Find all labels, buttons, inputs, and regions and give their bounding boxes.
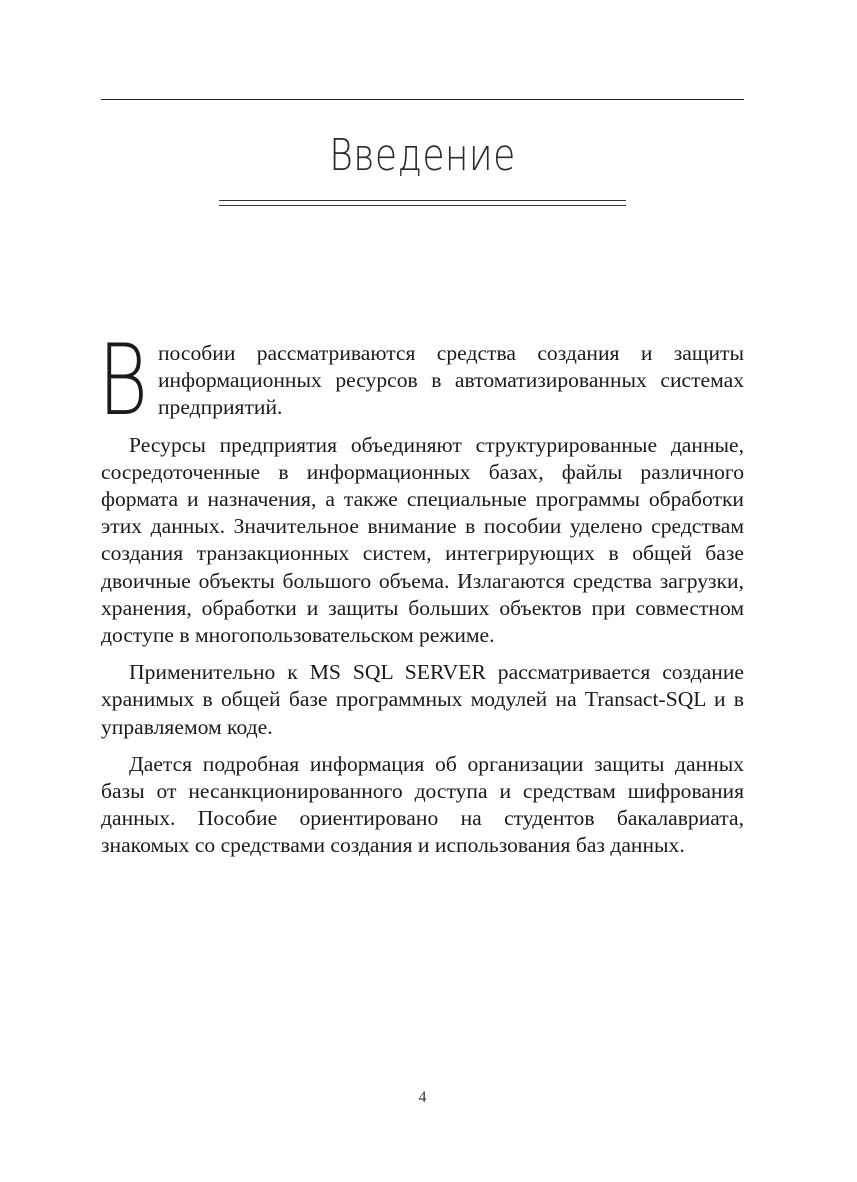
header-rule bbox=[101, 99, 744, 100]
title-underline-bottom bbox=[219, 205, 626, 206]
body-text bbox=[98, 324, 744, 870]
page-number: 4 bbox=[418, 1089, 427, 1106]
paragraph-1 bbox=[98, 324, 744, 438]
paragraph-1-text: пособии рассматриваются средства создания и защиты информационных ресурсов в автоматизированных системах предприятий. bbox=[158, 341, 744, 420]
chapter-title: Введение bbox=[329, 130, 516, 181]
paragraph-2: Ресурсы предприятия объединяют структурированные данные, сосредоточенные в информационных базах, файлы различного формата и назначения, а также специальные программы обработки этих данных. Значительное внимание в пособии уделено средствам создания транзакционных систем, интегрирующих в общей базе двоичные объекты большого объема. Излагаются средства загрузки, хранения, обработки и защиты больших объектов при совместном доступе в многопользовательском режиме. bbox=[101, 432, 744, 648]
paragraph-3: Применительно к MS SQL SERVER рассматривается создание хранимых в общей базе программных модулей на Transact-SQL и в управляемом коде. bbox=[101, 660, 744, 739]
paragraph-4: Дается подробная информация об организации защиты данных базы от несанкционированного доступа и средствам шифрования данных. Пособие ориентировано на студентов бакалавриата, знакомых со средствами создания и использования баз данных. bbox=[101, 751, 744, 858]
title-underline-top bbox=[219, 200, 626, 201]
drop-cap: В bbox=[98, 324, 149, 438]
